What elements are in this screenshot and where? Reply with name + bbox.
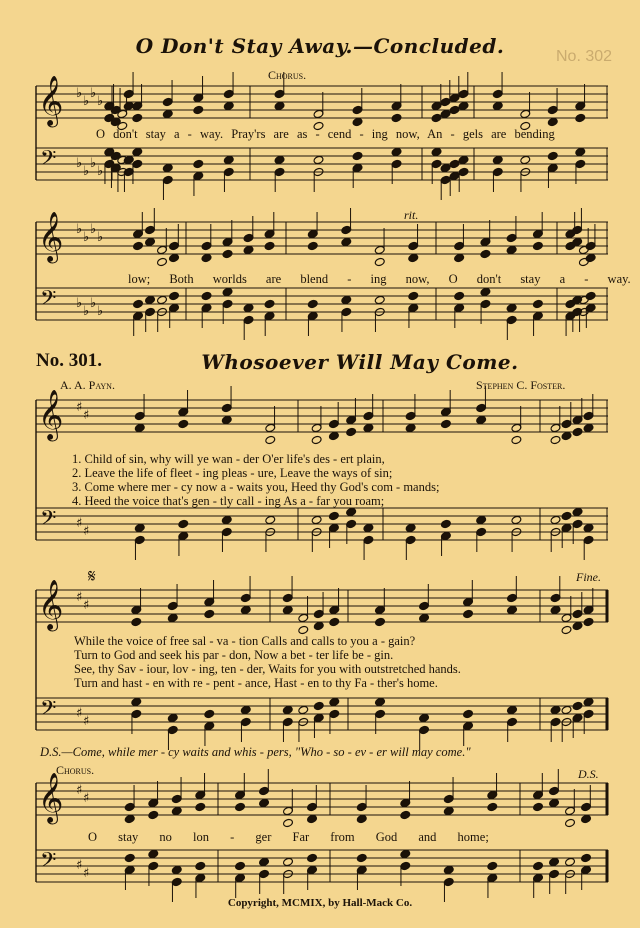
note-head [259, 857, 270, 866]
note-head [585, 253, 596, 262]
treble-clef-icon: 𝄞 [38, 579, 64, 630]
note-head [431, 147, 442, 156]
ds-label: D.S. [578, 767, 599, 781]
key-signature-icon: ♯ [76, 706, 83, 721]
note-head [352, 151, 363, 160]
verse-line: 3. Come where mer - cy now a - waits you, Heed thy God's com - mands; [72, 480, 440, 494]
note-head [148, 849, 159, 858]
note-head [391, 113, 402, 122]
note-head [298, 705, 309, 714]
hymn-301-number: No. 301. [36, 350, 102, 371]
note-head [171, 865, 182, 874]
note-head [178, 519, 189, 528]
note-head [454, 253, 465, 262]
note-head [405, 423, 416, 432]
key-signature-icon: ♯ [83, 598, 90, 613]
note-head [193, 159, 204, 168]
bass-clef-icon: 𝄢 [40, 145, 57, 176]
note-head [329, 697, 340, 706]
note-head [274, 155, 285, 164]
note-head [419, 713, 430, 722]
note-head [124, 814, 135, 823]
note-head [565, 857, 576, 866]
note-head [259, 798, 270, 807]
note-head [463, 709, 474, 718]
key-signature-icon: ♭ [90, 296, 97, 311]
note-head [532, 299, 543, 308]
note-head [547, 117, 558, 126]
hymn-301-composer: Stephen C. Foster. [476, 378, 566, 392]
key-signature-icon: ♭ [97, 304, 104, 319]
key-signature-icon: ♭ [76, 156, 83, 171]
note-head [124, 853, 135, 862]
note-head [487, 861, 498, 870]
note-head [171, 806, 182, 815]
note-head [134, 423, 145, 432]
note-head [329, 617, 340, 626]
note-head [507, 605, 518, 614]
note-head [374, 257, 385, 266]
note-head [282, 605, 293, 614]
bass-clef-icon: 𝄢 [40, 847, 57, 878]
note-head [572, 701, 583, 710]
bleed-through-page-number: No. 302 [556, 48, 613, 65]
note-head [157, 295, 168, 304]
note-head [561, 511, 572, 520]
note-head [311, 435, 322, 444]
note-head [282, 705, 293, 714]
note-head [583, 697, 594, 706]
note-head [274, 101, 285, 110]
note-head [575, 113, 586, 122]
key-signature-icon: ♭ [97, 230, 104, 245]
note-head [391, 147, 402, 156]
treble-clef-icon: 𝄞 [38, 389, 64, 440]
note-head [440, 109, 451, 118]
note-head [201, 291, 212, 300]
key-signature-icon: ♭ [90, 156, 97, 171]
note-head [328, 511, 339, 520]
note-head [575, 147, 586, 156]
note-head [561, 625, 572, 634]
note-head [443, 865, 454, 874]
key-signature-icon: ♯ [76, 590, 83, 605]
bass-clef-icon: 𝄢 [40, 505, 57, 536]
hymn-300-lyrics-line1: O don't stay a - way. Pray'rs are as - cend - ing now, An - gels are bending [96, 127, 555, 141]
note-head [443, 806, 454, 815]
note-head [476, 515, 487, 524]
note-head [419, 613, 430, 622]
note-head [581, 853, 592, 862]
note-head [222, 287, 233, 296]
bass-clef-icon: 𝄢 [40, 285, 57, 316]
note-head [506, 303, 517, 312]
note-head [476, 415, 487, 424]
verse-line: See, thy Sav - iour, lov - ing, ten - der, Waits for you with outstretched hands. [74, 662, 461, 676]
note-head [532, 241, 543, 250]
note-head [533, 802, 544, 811]
note-head [169, 291, 180, 300]
ds-instruction: D.S.—Come, while mer - cy waits and whis - pers, "Who - so - ev - er will may come." [40, 745, 471, 759]
key-signature-icon: ♯ [83, 791, 90, 806]
verse-line: While the voice of free sal - va - tion Calls and calls to you a - gain? [74, 634, 416, 648]
note-head [157, 257, 168, 266]
key-signature-icon: ♭ [76, 296, 83, 311]
note-head [223, 155, 234, 164]
note-head [134, 523, 145, 532]
hymn-300-lyrics-line2: low; Both worlds are blend - ing now, O don't stay a - way. [128, 272, 631, 286]
note-head [356, 853, 367, 862]
note-head [440, 419, 451, 428]
note-head [133, 241, 144, 250]
note-head [408, 253, 419, 262]
hymn-301-title: Whosoever Will May Come. [201, 350, 519, 374]
note-head [449, 159, 460, 168]
key-signature-icon: ♭ [76, 86, 83, 101]
note-head [375, 617, 386, 626]
note-head [132, 147, 143, 156]
note-head [511, 515, 522, 524]
note-head [511, 435, 522, 444]
note-head [346, 427, 357, 436]
note-head [480, 249, 491, 258]
key-signature-icon: ♯ [76, 516, 83, 531]
key-signature-icon: ♭ [83, 94, 90, 109]
verse-line: 1. Child of sin, why will ye wan - der O'er life's des - ert plain, [72, 452, 385, 466]
note-head [178, 419, 189, 428]
verse-line: 4. Heed the voice that's gen - tly call - ing As a - far you roam; [72, 494, 385, 508]
note-head [162, 163, 173, 172]
note-head [583, 423, 594, 432]
note-head [454, 291, 465, 300]
note-head [195, 802, 206, 811]
note-head [131, 617, 142, 626]
note-head [492, 155, 503, 164]
note-head [283, 818, 294, 827]
note-head [307, 299, 318, 308]
note-head [169, 253, 180, 262]
note-head [328, 431, 339, 440]
note-head [265, 435, 276, 444]
key-signature-icon: ♭ [90, 222, 97, 237]
bass-clef-icon: 𝄢 [40, 695, 57, 726]
note-head [243, 245, 254, 254]
note-head [243, 303, 254, 312]
note-head [561, 431, 572, 440]
key-signature-icon: ♭ [90, 86, 97, 101]
note-head [506, 245, 517, 254]
note-head [311, 515, 322, 524]
note-head [313, 701, 324, 710]
hymn-300-rit-marking: rit. [404, 208, 419, 222]
key-signature-icon: ♯ [76, 858, 83, 873]
treble-clef-icon: 𝄞 [38, 772, 64, 823]
note-head [341, 295, 352, 304]
note-head [283, 857, 294, 866]
note-head [585, 291, 596, 300]
note-head [572, 621, 583, 630]
note-head [204, 609, 215, 618]
note-head [363, 423, 374, 432]
note-head [581, 814, 592, 823]
key-signature-icon: ♯ [83, 714, 90, 729]
note-head [313, 621, 324, 630]
note-head [223, 101, 234, 110]
note-head [547, 151, 558, 160]
note-head [400, 810, 411, 819]
note-head [449, 105, 460, 114]
note-head [405, 523, 416, 532]
key-signature-icon: ♯ [83, 408, 90, 423]
note-head [533, 861, 544, 870]
verse-line: 2. Leave the life of fleet - ing pleas - ure, Leave the ways of sin; [72, 466, 393, 480]
chorus-lyrics: O stay no lon - ger Far from God and home; [88, 830, 489, 844]
note-head [235, 802, 246, 811]
treble-clef-icon: 𝄞 [38, 211, 64, 262]
note-head [572, 507, 583, 516]
note-head [440, 519, 451, 528]
note-head [463, 609, 474, 618]
note-head [162, 109, 173, 118]
note-head [352, 117, 363, 126]
note-head [131, 697, 142, 706]
note-head [307, 814, 318, 823]
key-signature-icon: ♭ [97, 94, 104, 109]
note-head [431, 113, 442, 122]
note-head [341, 237, 352, 246]
key-signature-icon: ♭ [83, 304, 90, 319]
note-head [492, 101, 503, 110]
key-signature-icon: ♭ [83, 230, 90, 245]
key-signature-icon: ♯ [76, 783, 83, 798]
hymn-301-chorus-label: Chorus. [56, 763, 95, 777]
verse-line: Turn to God and seek his par - don, Now a bet - ter life be - gin. [74, 648, 394, 662]
note-head [550, 705, 561, 714]
key-signature-icon: ♯ [83, 866, 90, 881]
note-head [167, 713, 178, 722]
note-head [550, 435, 561, 444]
note-head [313, 155, 324, 164]
note-head [145, 237, 156, 246]
note-head [561, 705, 572, 714]
key-signature-icon: ♭ [83, 164, 90, 179]
note-head [264, 299, 275, 308]
note-head [550, 515, 561, 524]
note-head [507, 705, 518, 714]
note-head [145, 295, 156, 304]
note-head [201, 253, 212, 262]
note-head [572, 427, 583, 436]
note-head [195, 861, 206, 870]
note-head [307, 241, 318, 250]
note-head [549, 857, 560, 866]
note-head [583, 617, 594, 626]
note-head [458, 101, 469, 110]
note-head [193, 105, 204, 114]
key-signature-icon: ♭ [97, 164, 104, 179]
copyright-footer: Copyright, MCMIX, by Hall-Mack Co. [227, 897, 413, 909]
hymn-300-chorus-label: Chorus. [268, 68, 307, 82]
note-head [265, 515, 276, 524]
note-head [132, 113, 143, 122]
key-signature-icon: ♯ [76, 400, 83, 415]
note-head [133, 299, 144, 308]
hymn-300-title: O Don't Stay Away.—Concluded. [135, 34, 505, 58]
note-head [400, 849, 411, 858]
note-head [240, 705, 251, 714]
note-head [408, 291, 419, 300]
note-head [222, 249, 233, 258]
note-head [374, 295, 385, 304]
note-head [221, 515, 232, 524]
verse-line: Turn and hast - en with re - pent - ance, Hast - en to thy Fa - ther's home. [74, 676, 438, 690]
note-head [375, 697, 386, 706]
note-head [221, 415, 232, 424]
hymn-301-author: A. A. Payn. [60, 378, 115, 392]
note-head [480, 287, 491, 296]
note-head [550, 605, 561, 614]
note-head [487, 802, 498, 811]
note-head [520, 155, 531, 164]
note-head [565, 818, 576, 827]
key-signature-icon: ♯ [83, 524, 90, 539]
note-head [440, 163, 451, 172]
note-head [167, 613, 178, 622]
note-head [549, 798, 560, 807]
fine-label: Fine. [576, 570, 601, 584]
segno-mark: 𝄋 [88, 566, 96, 587]
note-head [356, 814, 367, 823]
note-head [583, 523, 594, 532]
note-head [458, 155, 469, 164]
note-head [148, 810, 159, 819]
note-head [363, 523, 374, 532]
note-head [240, 605, 251, 614]
note-head [204, 709, 215, 718]
key-signature-icon: ♭ [76, 222, 83, 237]
note-head [307, 853, 318, 862]
treble-clef-icon: 𝄞 [38, 75, 64, 126]
note-head [264, 241, 275, 250]
note-head [235, 861, 246, 870]
